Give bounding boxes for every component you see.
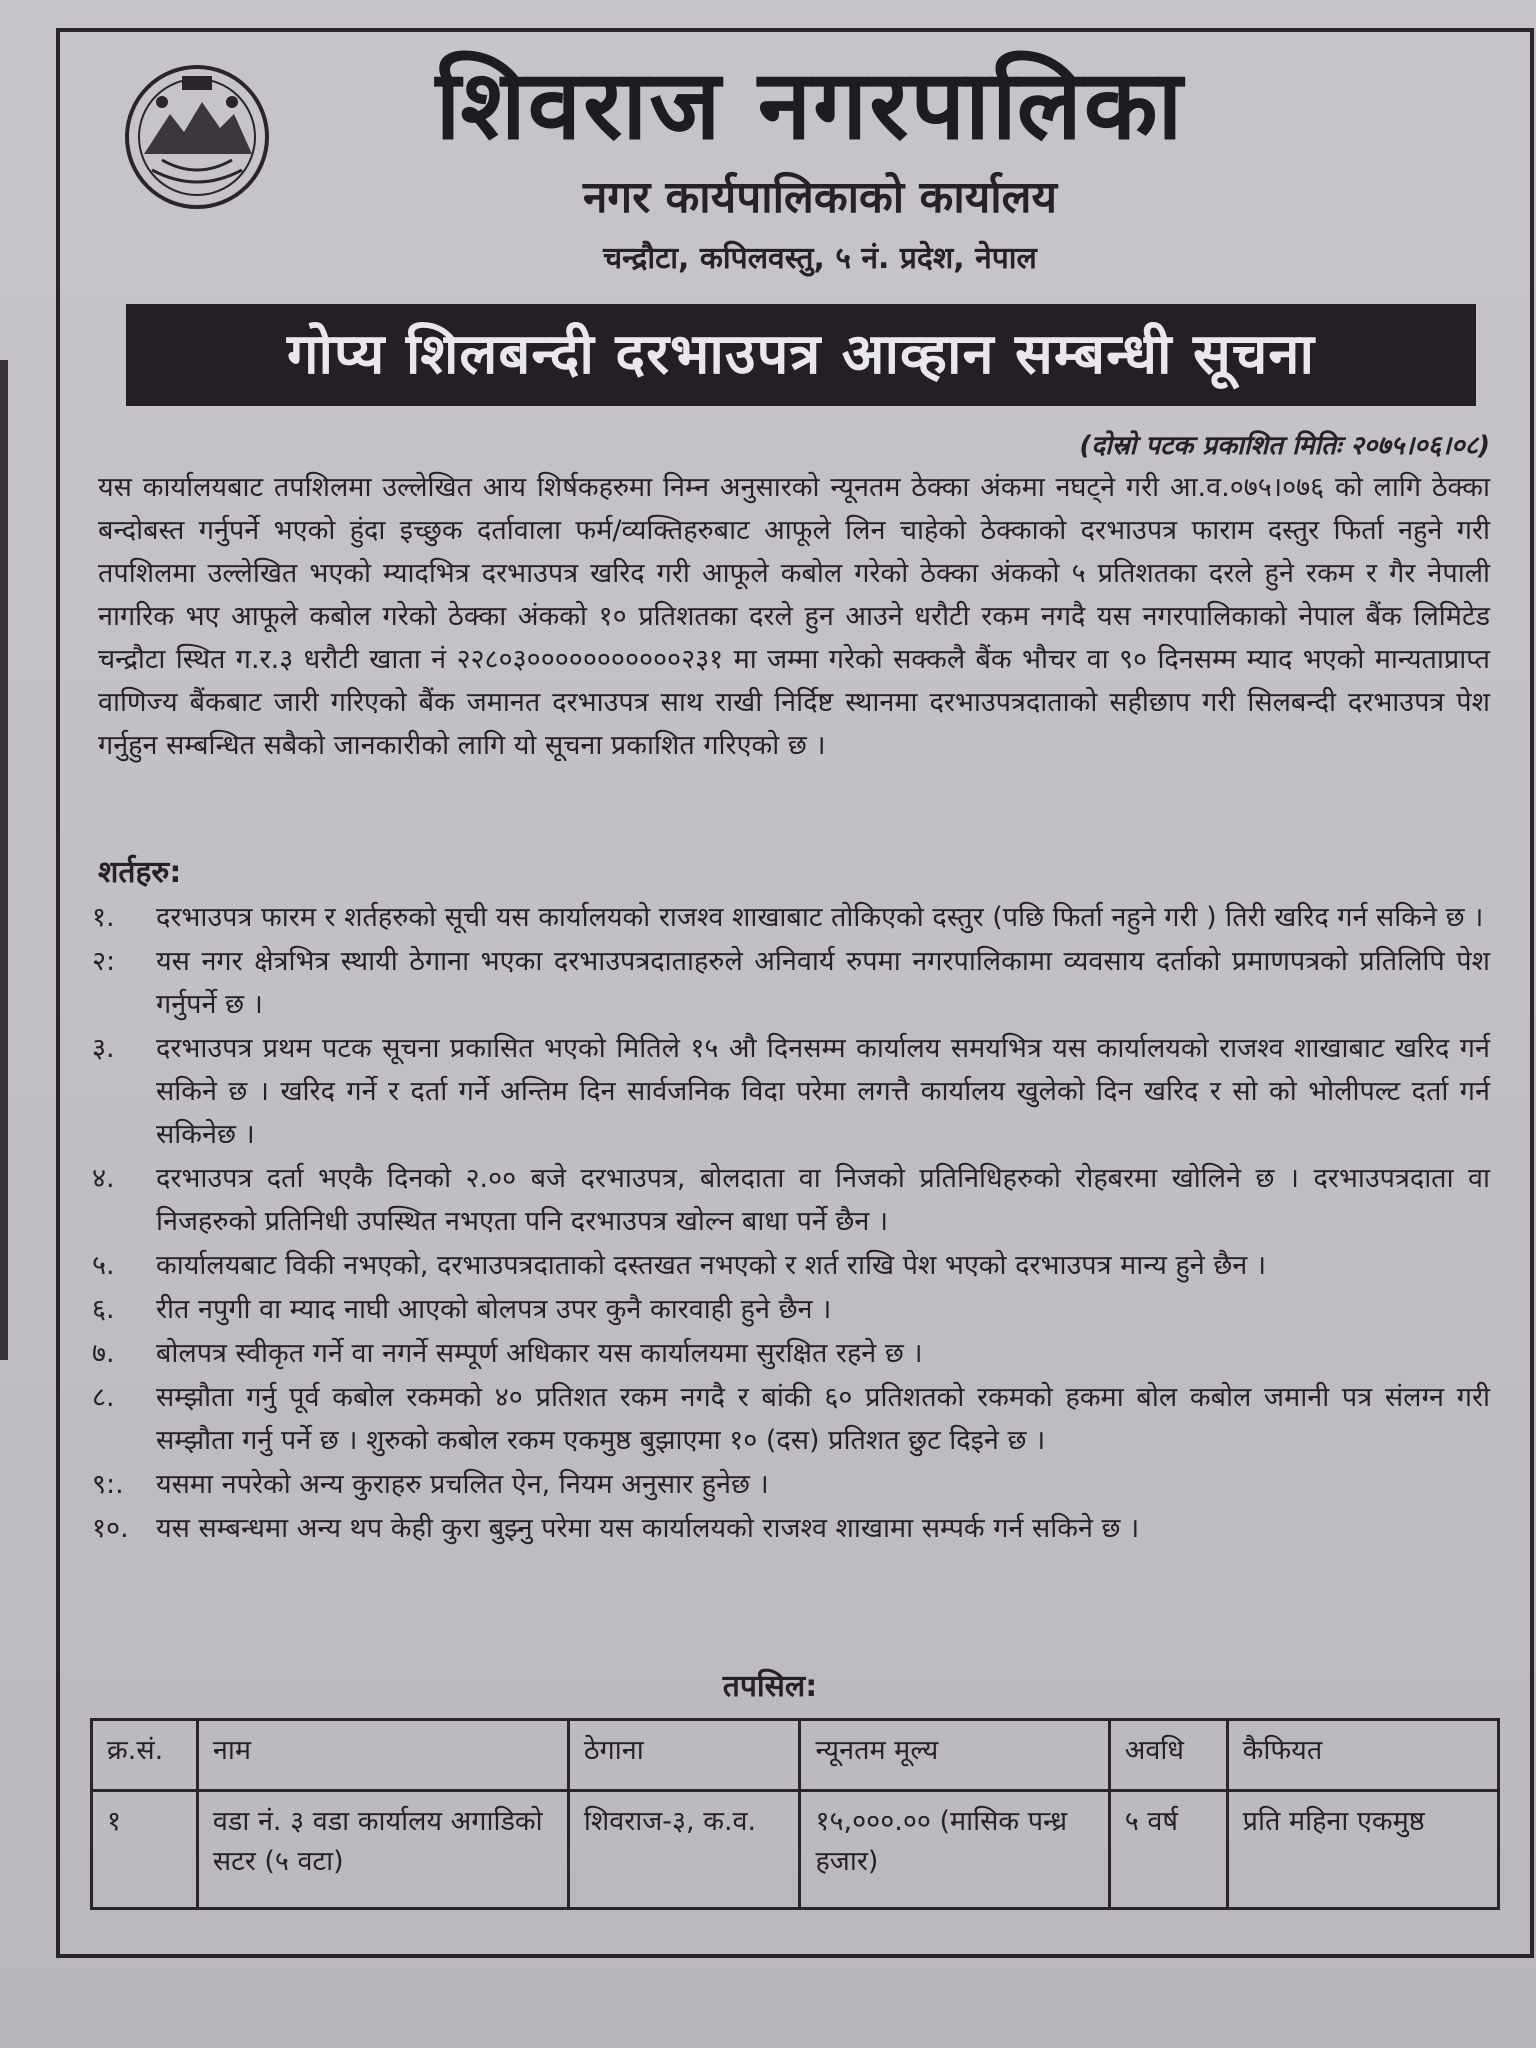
notice-title-banner: गोप्य शिलबन्दी दरभाउपत्र आव्हान सम्बन्धी सूचना xyxy=(126,304,1476,406)
condition-text: बोलपत्र स्वीकृत गर्ने वा नगर्ने सम्पूर्ण अधिकार यस कार्यालयमा सुरक्षित रहने छ । xyxy=(156,1338,923,1369)
condition-text: कार्यालयबाट विकी नभएको, दरभाउपत्रदाताको दस्तखत नभएको र शर्त राखि पेश भएको दरभाउपत्र मान्य हुने छैन । xyxy=(156,1250,1267,1281)
condition-number: ४. xyxy=(92,1163,115,1194)
municipality-name: शिवराज नगरपालिका xyxy=(435,49,1185,161)
page-edge-shadow xyxy=(0,360,8,1360)
condition-number: ७. xyxy=(92,1338,115,1369)
condition-item xyxy=(90,940,1490,1026)
office-address: चन्द्रौटा, कपिलवस्तु, ५ नं. प्रदेश, नेपाल xyxy=(603,241,1037,276)
condition-text: दरभाउपत्र फारम र शर्तहरुको सूची यस कार्यालयको राजश्व शाखाबाट तोकिएको दस्तुर (पछि फिर्ता नहुने गरी ) तिरी खरिद गर्न सकिने छ । xyxy=(156,902,1484,933)
condition-number: ९:. xyxy=(92,1469,124,1500)
cell-remarks: प्रति महिना एकमुष्ठ xyxy=(1227,1791,1498,1909)
conditions-list xyxy=(90,896,1490,1686)
col-header-name: नाम xyxy=(197,1720,568,1791)
col-header-address: ठेगाना xyxy=(568,1720,800,1791)
condition-item xyxy=(90,1332,1490,1375)
col-header-remarks: कैफियत xyxy=(1227,1720,1498,1791)
col-header-serial: क्र.सं. xyxy=(92,1720,198,1791)
municipality-emblem-icon xyxy=(122,62,272,212)
condition-text: यस सम्बन्धमा अन्य थप केही कुरा बुझ्नु परेमा यस कार्यालयको राजश्व शाखामा सम्पर्क गर्न सकिने छ । xyxy=(156,1513,1140,1544)
condition-item xyxy=(90,1157,1490,1243)
condition-item xyxy=(90,1288,1490,1331)
condition-item xyxy=(90,896,1490,939)
condition-item xyxy=(90,1463,1490,1506)
office-name: नगर कार्यपालिकाको कार्यालय xyxy=(583,172,1057,223)
condition-text: यस नगर क्षेत्रभित्र स्थायी ठेगाना भएका दरभाउपत्रदाताहरुले अनिवार्य रुपमा नगरपालिकामा व्यवसाय दर्ताको प्रमाणपत्रको प्रतिलिपि पेश गर्नुपर्ने छ । xyxy=(156,946,1490,1020)
condition-item xyxy=(90,1027,1490,1156)
notice-intro-paragraph: यस कार्यालयबाट तपशिलमा उल्लेखित आय शिर्षकहरुमा निम्न अनुसारको न्यूनतम ठेक्का अंकमा नघट्ने गरी आ.व.०७५।०७६ को लागि ठेक्का बन्दोबस्त गर्नुपर्ने भएको हुंदा इच्छुक दर्तावाला फर्म/व्यक्तिहरुबाट आफूले लिन चाहेको ठेक्काको दरभाउपत्र फाराम दस्तुर फिर्ता नहुने गरी तपशिलमा उल्लेखित भएको म्यादभित्र दरभाउपत्र खरिद गरी आफूले कबोल गरेको ठेक्का अंकको ५ प्रतिशतका दरले हुने रकम र गैर नेपाली नागरिक भए आफूले कबोल गरेको ठेक्का अंकको १० प्रतिशतका दरले हुन आउने धरौटी रकम नगदै यस नगरपालिकाको नेपाल बैंक लिमिटेड चन्द्रौटा स्थित ग.र.३ धरौटी खाता नं २२८०३०००००००००००२३१ मा जम्मा गरेको सक्कलै बैंक भौचर वा ९० दिनसम्म म्याद भएको मान्यताप्राप्त वाणिज्य बैंकबाट जारी गरिएको बैंक जमानत दरभाउपत्र साथ राखी निर्दिष्ट स्थानमा दरभाउपत्रदाताको सहीछाप गरी सिलबन्दी दरभाउपत्र पेश गर्नुहुन सम्बन्धित सबैको जानकारीको लागि यो सूचना प्रकाशित गरिएको छ । xyxy=(98,472,1490,761)
condition-number: ८. xyxy=(92,1382,115,1413)
condition-text: यसमा नपरेको अन्य कुराहरु प्रचलित ऐन, नियम अनुसार हुनेछ । xyxy=(156,1469,769,1500)
schedule-heading: तपसिल: xyxy=(722,1669,818,1704)
col-header-min-price: न्यूनतम मूल्य xyxy=(800,1720,1109,1791)
condition-number: १०. xyxy=(92,1513,129,1544)
table-header-row xyxy=(92,1720,1499,1791)
condition-item xyxy=(90,1507,1490,1550)
cell-address: शिवराज-३, क.व. xyxy=(568,1791,800,1909)
condition-text: सम्झौता गर्नु पूर्व कबोल रकमको ४० प्रतिशत रकम नगदै र बांकी ६० प्रतिशतको रकमको हकमा बोल कबोल जमानी पत्र संलग्न गरी सम्झौता गर्नु पर्ने छ । शुरुको कबोल रकम एकमुष्ठ बुझाएमा १० (दस) प्रतिशत छुट दिइने छ । xyxy=(156,1382,1490,1456)
condition-number: ६. xyxy=(92,1294,115,1325)
condition-number: २: xyxy=(92,946,116,977)
condition-text: रीत नपुगी वा म्याद नाघी आएको बोलपत्र उपर कुनै कारवाही हुने छैन । xyxy=(156,1294,832,1325)
publication-date: (दोस्रो पटक प्रकाशित मितिः २०७५।०६।०८) xyxy=(1079,431,1490,461)
cell-duration: ५ वर्ष xyxy=(1109,1791,1227,1909)
table-row xyxy=(92,1791,1499,1909)
condition-number: ३. xyxy=(92,1033,115,1064)
conditions-heading: शर्तहरु: xyxy=(98,855,182,890)
condition-number: ५. xyxy=(92,1250,115,1281)
condition-number: १. xyxy=(92,902,115,933)
condition-text: दरभाउपत्र दर्ता भएकै दिनको २.०० बजे दरभाउपत्र, बोलदाता वा निजको प्रतिनिधिहरुको रोहबरमा खोलिने छ । दरभाउपत्रदाता वा निजहरुको प्रतिनिधी उपस्थित नभएता पनि दरभाउपत्र खोल्न बाधा पर्ने छैन । xyxy=(156,1163,1490,1237)
condition-text: दरभाउपत्र प्रथम पटक सूचना प्रकासित भएको मितिले १५ औ दिनसम्म कार्यालय समयभित्र यस कार्यालयको राजश्व शाखाबाट खरिद गर्न सकिने छ । खरिद गर्ने र दर्ता गर्ने अन्तिम दिन सार्वजनिक विदा परेमा लगत्तै कार्यालय खुलेको दिन खरिद र सो को भोलीपल्ट दर्ता गर्न सकिनेछ । xyxy=(156,1033,1490,1150)
condition-item xyxy=(90,1244,1490,1287)
col-header-duration: अवधि xyxy=(1109,1720,1227,1791)
cell-serial: १ xyxy=(92,1791,198,1909)
schedule-table xyxy=(90,1718,1500,1910)
condition-item xyxy=(90,1376,1490,1462)
cell-name: वडा नं. ३ वडा कार्यालय अगाडिको सटर (५ वटा) xyxy=(197,1791,568,1909)
cell-min-price: १५,०००.०० (मासिक पन्ध्र हजार) xyxy=(800,1791,1109,1909)
